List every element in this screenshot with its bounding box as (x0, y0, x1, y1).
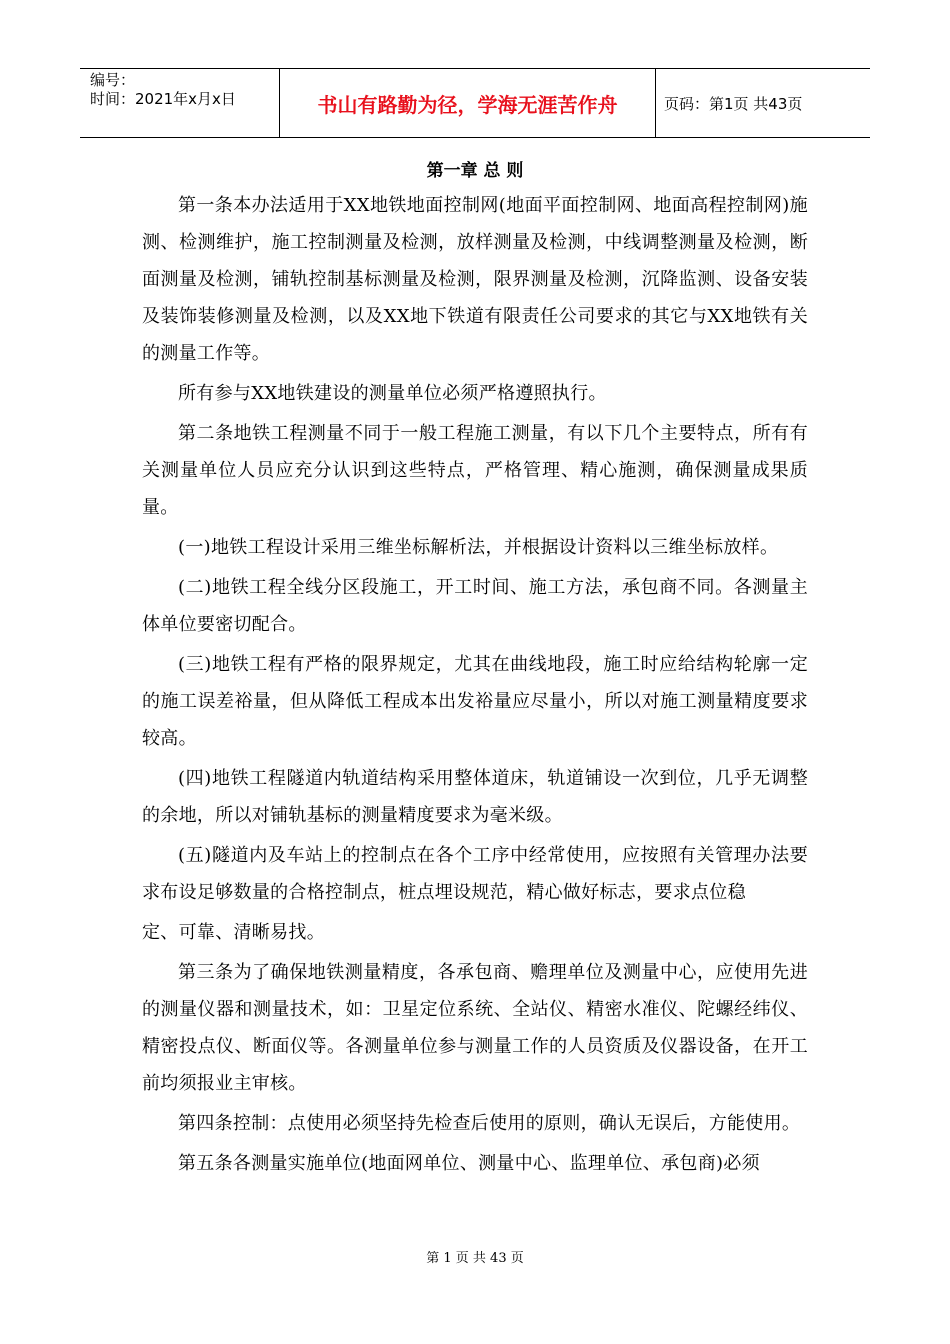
document-time: 时间：2021年x月x日 (90, 90, 236, 108)
paragraph: 第三条为了确保地铁测量精度，各承包商、赡理单位及测量中心，应使用先进的测量仪器和测量技术，如：卫星定位系统、全站仪、精密水准仪、陀螺经纬仪、精密投点仪、断面仪等。各测量单位参与测量工作的人员资质及仪器设备，在开工前均须报业主审核。 (142, 962, 808, 1094)
header-page-info: 页码：第1页 共43页 (664, 94, 803, 113)
paragraph: (三)地铁工程有严格的限界规定，尤其在曲线地段，施工时应给结构轮廓一定的施工误差裕量，但从降低工程成本出发裕量应尽量小，所以对施工测量精度要求较高。 (142, 654, 808, 749)
paragraph: (四)地铁工程隧道内轨道结构采用整体道床，轨道铺设一次到位，几乎无调整的余地，所以对铺轨基标的测量精度要求为毫米级。 (142, 768, 808, 826)
page-header (80, 68, 870, 138)
paragraph-continuation: 定、可靠、清晰易找。 (142, 922, 325, 943)
page-footer: 第 1 页 共 43 页 (426, 1251, 524, 1266)
chapter-title: 第一章 总 则 (426, 161, 524, 181)
paragraph: (五)隧道内及车站上的控制点在各个工序中经常使用，应按照有关管理办法要求布设足够数量的合格控制点，桩点埋设规范，精心做好标志，要求点位稳 (142, 845, 808, 903)
document-number-label: 编号： (90, 71, 136, 89)
paragraph: (一)地铁工程设计采用三维坐标解析法，并根据设计资料以三维坐标放样。 (178, 537, 779, 558)
paragraph: 第五条各测量实施单位(地面网单位、测量中心、监理单位、承包商)必须 (178, 1153, 760, 1174)
paragraph: (二)地铁工程全线分区段施工，开工时间、施工方法，承包商不同。各测量主体单位要密切配合。 (142, 577, 808, 635)
paragraph: 第四条控制：点使用必须坚持先检查后使用的原则，确认无误后，方能使用。 (178, 1113, 801, 1134)
document-body (142, 155, 808, 1185)
header-motto: 书山有路勤为径，学海无涯苦作舟 (280, 69, 656, 137)
header-meta (80, 69, 280, 137)
paragraph: 第一条本办法适用于XX地铁地面控制网(地面平面控制网、地面高程控制网)施测、检测维护，施工控制测量及检测，放样测量及检测，中线调整测量及检测，断面测量及检测，铺轨控制基标测量及检测，限界测量及检测，沉降监测、设备安装及装饰装修测量及检测，以及XX地下铁道有限责任公司要求的其它与XX地铁有关的测量工作等。 (142, 195, 808, 364)
paragraph: 第二条地铁工程测量不同于一般工程施工测量，有以下几个主要特点，所有有关测量单位人员应充分认识到这些特点，严格管理、精心施测，确保测量成果质量。 (142, 423, 808, 518)
paragraph: 所有参与XX地铁建设的测量单位必须严格遵照执行。 (178, 383, 607, 404)
